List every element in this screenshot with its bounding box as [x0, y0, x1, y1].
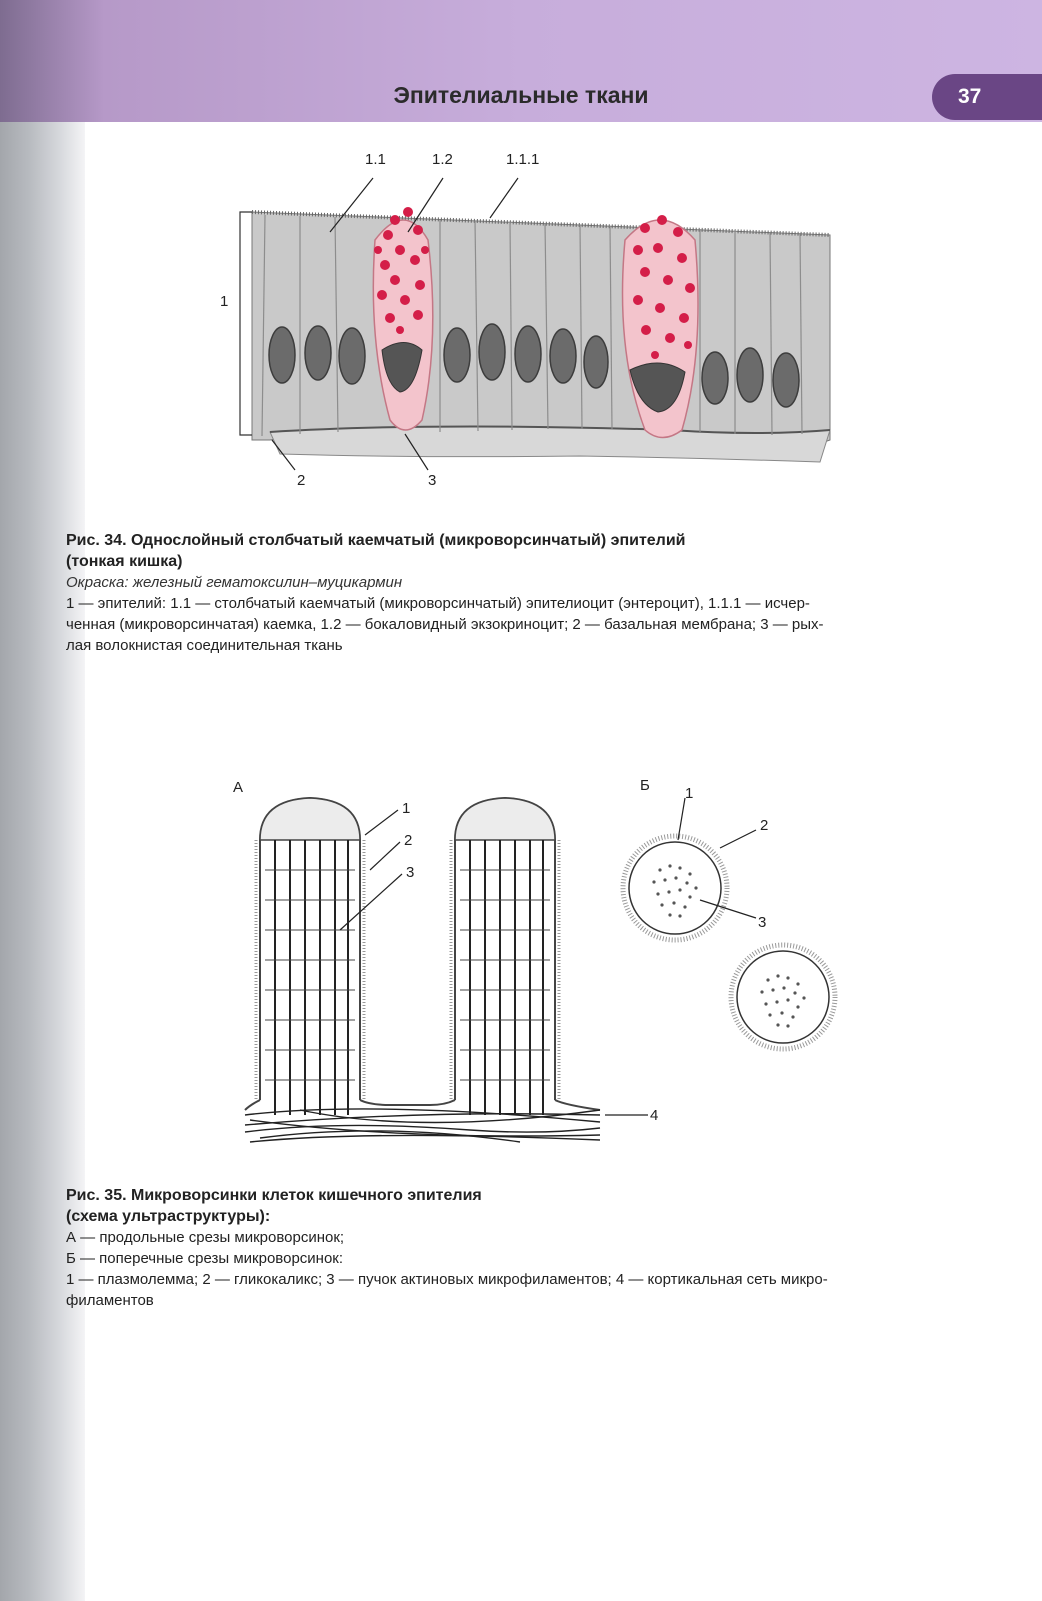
- page-header: [0, 0, 1042, 122]
- epithelium-bracket: [240, 212, 252, 435]
- figure-34-illustration: [200, 140, 840, 500]
- label-1-2: 1.2: [432, 151, 453, 168]
- label-panel-b: Б: [640, 777, 650, 794]
- figure-34-title-line2: (тонкая кишка): [66, 553, 183, 570]
- figure-35-legend-line2: филаментов: [66, 1292, 154, 1309]
- figure-35-line-a: А — продольные срезы микроворсинок;: [66, 1229, 345, 1246]
- microvillus-cross-section-2: [731, 945, 835, 1049]
- label-a-3: 3: [406, 864, 415, 881]
- figure-35-title-line2: (схема ультраструктуры):: [66, 1208, 271, 1225]
- label-1-1: 1.1: [365, 151, 386, 168]
- cell-surface: [245, 1100, 600, 1110]
- figure-34-stain: Окраска: железный гематоксилин–муцикармин: [66, 574, 403, 591]
- label-a-1: 1: [402, 800, 411, 817]
- microvillus-longitudinal-1: [256, 798, 364, 1115]
- figure-35-caption: [66, 1185, 1021, 1311]
- figure-34-legend-line2: ченная (микроворсинчатая) каемка, 1.2 — бокаловидный экзокриноцит; 2 — базальная мембрана; 3 — рых-: [66, 616, 824, 633]
- label-a-2: 2: [404, 832, 413, 849]
- figure-35-title-line1: Рис. 35. Микроворсинки клеток кишечного эпителия: [66, 1187, 482, 1204]
- label-1: 1: [220, 293, 229, 310]
- label-3: 3: [428, 472, 437, 489]
- label-b-3: 3: [758, 914, 767, 931]
- figure-35-line-b: Б — поперечные срезы микроворсинок:: [66, 1250, 344, 1267]
- label-b-2: 2: [760, 817, 769, 834]
- figure-34-caption: [66, 530, 1021, 656]
- figure-34-legend-line1: 1 — эпителий: 1.1 — столбчатый каемчатый (микроворсинчатый) эпителиоцит (энтероцит), 1.1.1 — исчер-: [66, 595, 810, 612]
- microvillus-longitudinal-2: [451, 798, 559, 1115]
- figure-34-legend-line3: лая волокнистая соединительная ткань: [66, 637, 343, 654]
- figure-34-title-line1: Рис. 34. Однослойный столбчатый каемчатый (микроворсинчатый) эпителий: [66, 532, 686, 549]
- label-a-4: 4: [650, 1107, 659, 1124]
- label-b-1: 1: [685, 785, 694, 802]
- page-number-badge: 37: [932, 74, 1042, 120]
- microvillus-cross-section-1: [623, 836, 727, 940]
- epithelium-layer: [252, 212, 830, 453]
- label-2: 2: [297, 472, 306, 489]
- label-1-1-1: 1.1.1: [506, 151, 540, 168]
- label-panel-a: А: [233, 779, 244, 796]
- page-binding-shadow: [0, 0, 85, 1601]
- section-title: Эпителиальные ткани: [393, 82, 649, 108]
- cortical-network: [245, 1109, 600, 1142]
- figure-35-illustration: [220, 770, 860, 1160]
- figure-35-legend-line1: 1 — плазмолемма; 2 — гликокаликс; 3 — пучок актиновых микрофиламентов; 4 — кортикальная сеть микро-: [66, 1271, 828, 1288]
